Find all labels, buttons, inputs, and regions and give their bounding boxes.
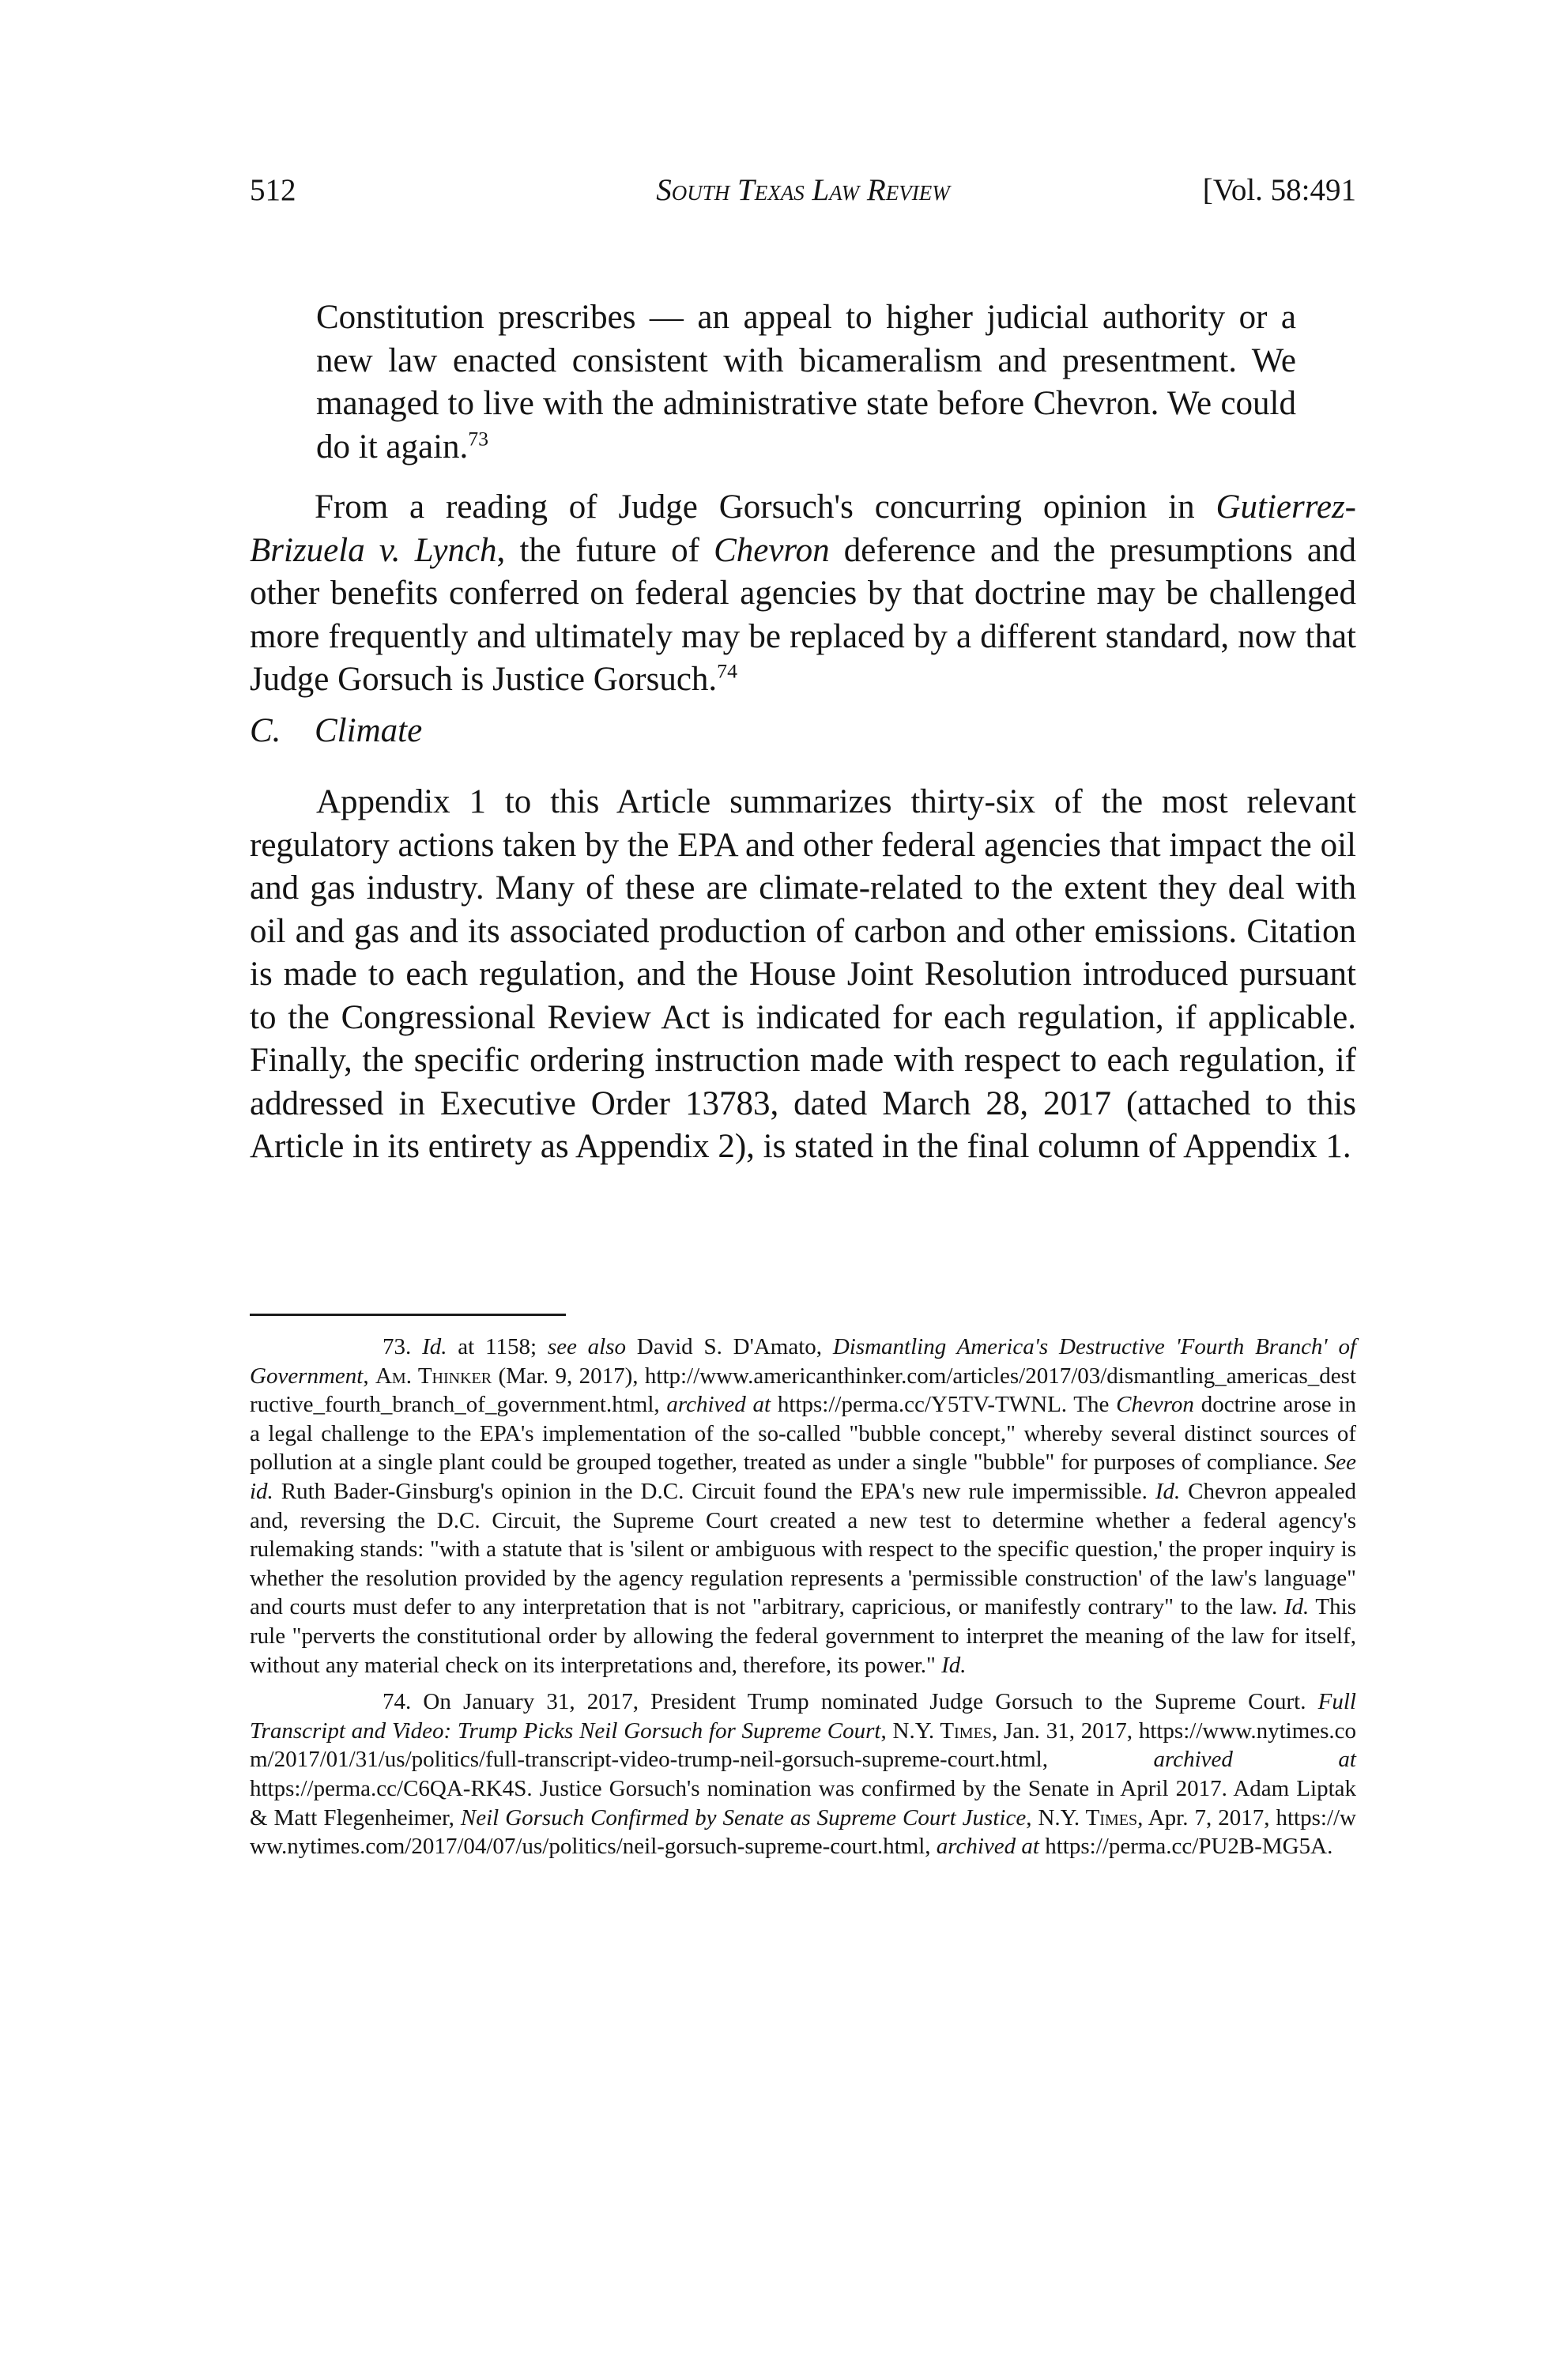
block-quote xyxy=(316,296,1296,469)
text-run: , Apr. 7, 2017, xyxy=(1137,1804,1276,1830)
text-run: Ruth Bader-Ginsburg's opinion in the D.C. Circuit found the EPA's new rule impermissible. xyxy=(273,1478,1155,1504)
body-paragraph-climate xyxy=(250,781,1356,1169)
archived-at-signal: archived at xyxy=(666,1392,771,1418)
text-run: , xyxy=(1042,1747,1154,1773)
text-run: , xyxy=(925,1834,937,1860)
footnote-number: 73. xyxy=(383,1334,412,1359)
archived-at-signal: archived at xyxy=(936,1834,1039,1860)
source-name: N.Y. Times xyxy=(892,1717,992,1744)
page-number: 512 xyxy=(250,173,296,207)
footnotes-section xyxy=(250,1333,1356,1869)
footnote-74 xyxy=(250,1687,1356,1861)
volume-citation: [Vol. 58:491 xyxy=(1202,173,1356,207)
citation-url[interactable]: http://www.americanthinker.com/articles/2017/03/dismantling_americas_destructive_fourth_branch_of_government.html xyxy=(250,1363,1357,1418)
id-signal: Id. xyxy=(1155,1478,1181,1504)
text-run: doctrine arose in a legal challenge to the EPA's implementation of the so-called "bubble concept," whereby several distinct sources of pollution at a single plant could be grouped together, treated as under a single "bubble" for purposes of compliance. xyxy=(250,1392,1356,1476)
text-run: , the future of xyxy=(496,531,714,569)
case-name-chevron: Chevron xyxy=(714,531,830,569)
citation-url[interactable]: https://www.nytimes.com/2017/04/07/us/politics/neil-gorsuch-supreme-court.html xyxy=(250,1804,1356,1860)
section-heading xyxy=(250,711,422,750)
journal-title: South Texas Law Review xyxy=(656,173,950,207)
body-paragraph-gorsuch xyxy=(250,486,1356,702)
text-run: https://perma.cc/Y5TV-TWNL. The xyxy=(771,1392,1117,1418)
text-run: at 1158; xyxy=(447,1334,548,1359)
running-header xyxy=(250,172,1356,220)
article-title: Dismantling America's Destructive 'Fourth Branch' of Government xyxy=(250,1334,1356,1389)
block-quote-text: Constitution prescribes — an appeal to higher judicial authority or a new law enacted consistent with bicameralism and presentment. We managed to live with the administrative state before Chevron. We could do it again. xyxy=(316,299,1296,466)
article-title: Full Transcript and Video: Trump Picks Neil Gorsuch for Supreme Court xyxy=(250,1689,1356,1744)
id-signal: Id. xyxy=(941,1652,967,1678)
see-id-signal: See id. xyxy=(250,1450,1356,1504)
section-title: Climate xyxy=(315,712,423,749)
climate-paragraph-text: Appendix 1 to this Article summarizes thirty-six of the most relevant regulatory actions taken by the EPA and other federal agencies that impact the oil and gas industry. Many of these are climate-related to the extent they deal with oil and gas and its associated production of carbon and other emissions. Citation is made to each regulation, and the House Joint Resolution introduced pursuant to the Congressional Review Act is indicated for each regulation, if applicable. Finally, the specific ordering instruction made with respect to each regulation, if addressed in Executive Order 13783, dated March 28, 2017 (attached to this Article in its entirety as Appendix 2), is stated in the final column of Appendix 1. xyxy=(250,783,1356,1165)
text-run: From a reading of Judge Gorsuch's concurring opinion in xyxy=(315,488,1216,526)
footnote-ref-74[interactable]: 74 xyxy=(717,659,737,683)
text-run: On January 31, 2017, President Trump nominated Judge Gorsuch to the Supreme Court. xyxy=(411,1689,1318,1715)
id-signal: Id. xyxy=(1283,1594,1310,1620)
citation-url[interactable]: https://www.nytimes.com/2017/01/31/us/politics/full-transcript-video-trump-neil-gorsuch-supreme-court.html xyxy=(250,1717,1357,1773)
text-run: , xyxy=(1026,1804,1038,1830)
archived-at-signal: archived at xyxy=(1153,1747,1356,1773)
text-run: (Mar. 9, 2017), xyxy=(492,1363,645,1389)
text-run: David S. D'Amato, xyxy=(626,1334,833,1359)
source-name: N.Y. Times xyxy=(1038,1804,1138,1830)
text-run: , xyxy=(363,1363,375,1389)
text-run: Chevron appealed and, reversing the D.C. Circuit, the Supreme Court created a new test to determine whether a federal agency's rulemaking stands: "with a statute that is 'silent or ambiguous with respect to the specific question,' the proper inquiry is whether the resolution provided by the agency regulation represents a 'permissible construction' of the law's language" and courts must defer to any interpretation that is not "arbitrary, capricious, or manifestly contrary" to the law. xyxy=(250,1478,1357,1620)
text-run: , Jan. 31, 2017, xyxy=(991,1717,1139,1744)
text-run: , xyxy=(654,1392,667,1418)
case-name-chevron: Chevron xyxy=(1116,1392,1194,1418)
text-run: https://perma.cc/PU2B-MG5A. xyxy=(1039,1834,1333,1860)
footnote-73 xyxy=(250,1333,1356,1680)
article-title: Neil Gorsuch Confirmed by Senate as Supreme Court Justice xyxy=(460,1804,1027,1830)
section-letter: C. xyxy=(250,712,281,749)
see-also-signal: see also xyxy=(547,1334,626,1359)
footnote-number: 74. xyxy=(383,1689,412,1715)
text-run: https://perma.cc/C6QA-RK4S. Justice Gorsuch's nomination was confirmed by the Senate in April 2017. Adam Liptak & Matt Flegenheimer, xyxy=(250,1775,1356,1830)
text-run: , xyxy=(880,1717,893,1744)
source-name: Am. Thinker xyxy=(375,1363,492,1389)
case-name: Gutierrez-Brizuela v. Lynch xyxy=(250,488,1356,569)
footnote-ref-73[interactable]: 73 xyxy=(468,427,489,451)
id-signal: Id. xyxy=(422,1334,447,1359)
footnote-divider xyxy=(250,1314,566,1316)
text-run: deference and the presumptions and other benefits conferred on federal agencies by that doctrine may be challenged more frequently and ultimately may be replaced by a different standard, now that Judge Gorsuch is Justice Gorsuch. xyxy=(250,531,1356,698)
text-run: This rule "perverts the constitutional order by allowing the federal government to interpret the meaning of the law for itself, without any material check on its interpretations and, therefore, its power." xyxy=(250,1594,1356,1678)
